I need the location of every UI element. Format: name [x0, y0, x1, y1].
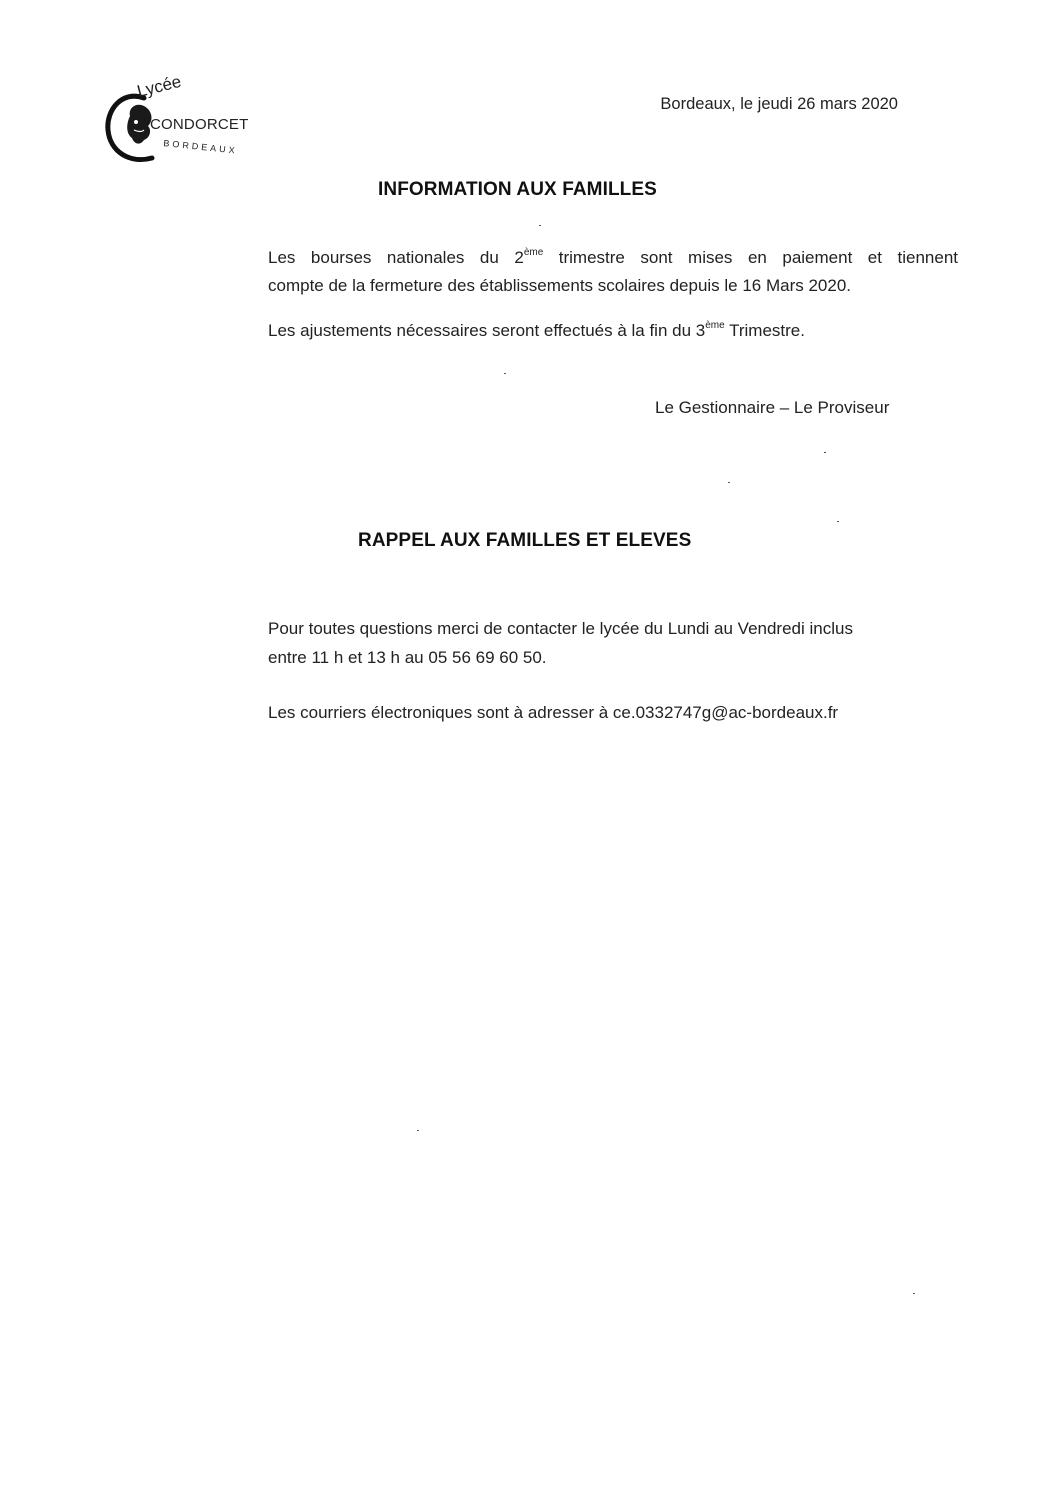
scan-speck	[504, 373, 506, 374]
superscript-eme: ème	[523, 247, 544, 258]
scan-speck	[417, 1130, 419, 1131]
superscript-eme: ème	[705, 320, 725, 331]
paragraph-email: Les courriers électroniques sont à adresser à ce.0332747g@ac-bordeaux.fr	[268, 703, 839, 722]
paragraph-bourses-line1	[268, 243, 958, 273]
paragraph-ajustements	[268, 316, 805, 346]
section-title-information: INFORMATION AUX FAMILLES	[378, 179, 657, 200]
paragraph-bourses-text-b: trimestre sont mises en paiement et tiennent	[543, 248, 958, 267]
logo-text-bordeaux: BORDEAUX	[162, 138, 239, 156]
scan-speck	[728, 482, 730, 483]
paragraph-bourses-line2: compte de la fermeture des établissements scolaires depuis le 16 Mars 2020.	[268, 276, 852, 295]
section-title-rappel: RAPPEL AUX FAMILLES ET ELEVES	[358, 530, 692, 551]
scan-speck	[913, 1293, 915, 1294]
document-date: Bordeaux, le jeudi 26 mars 2020	[660, 95, 898, 113]
paragraph-ajustements-text-b: Trimestre.	[724, 321, 805, 340]
paragraph-contact-line1: Pour toutes questions merci de contacter le lycée du Lundi au Vendredi inclus	[268, 619, 853, 638]
logo-text-lycee: Lycée	[135, 71, 184, 102]
signature: Le Gestionnaire – Le Proviseur	[655, 398, 890, 417]
logo-text-condorcet: CONDORCET	[150, 116, 249, 133]
scan-speck	[539, 225, 541, 226]
paragraph-bourses-text-a: Les bourses nationales du 2	[268, 248, 524, 267]
paragraph-ajustements-text-a: Les ajustements nécessaires seront effectués à la fin du 3	[268, 321, 706, 340]
paragraph-contact-line2: entre 11 h et 13 h au 05 56 69 60 50.	[268, 648, 547, 667]
scan-speck	[824, 452, 826, 453]
school-logo	[100, 71, 260, 170]
scan-speck	[837, 521, 839, 522]
